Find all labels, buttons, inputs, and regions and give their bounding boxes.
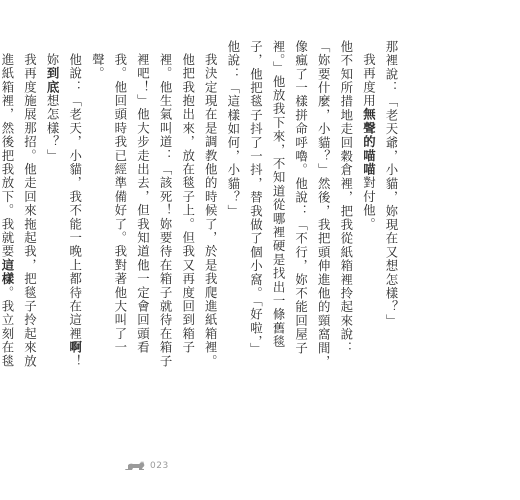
paragraph-text: 我決定現在是調教他的時候了，於是我爬進紙箱裡。他把我抱出來，放在毯子上。但我又再度回到箱子裡。他生氣叫道：「該死！妳要待在箱子就待在箱子裡吧！」他大步走出去，但我知道他一定會回頭看我。他回頭時我已經準備好了。我對著他大叫了一聲。 [90, 53, 219, 369]
paragraph-text: 我再度施展那招。他走回來拖起我，把毯子拎起來放進紙箱裡，然後把我放下。我就要 [0, 53, 38, 369]
paragraph [221, 40, 357, 370]
page-footer [124, 460, 169, 471]
paragraph [41, 40, 86, 370]
emphasized-text: 啊 [67, 340, 83, 355]
paragraph-text: 那裡說：「老天爺，小貓，妳現在又想怎樣？」 [384, 40, 399, 328]
paragraph-text: 他不知所措地走回穀倉裡，把我從紙箱裡拎起來說：「妳要什麼，小貓？」然後，我把頭伸進他的頸窩間，像瘋了一樣拼命呼嚕。他說：「不行，妳不能回屋子裡。」他放我下來，不知道從哪裡硬是找出一條舊毯子，他把毯子抖了一抖，替我做了個小窩。「好啦，」他說：「這樣如何，小貓？」 [225, 40, 354, 369]
paragraph-text: 他說：「老天，小貓，我不能一晚上都待在這裡 [67, 53, 83, 341]
paragraph-text: 。我立刻在毯 [0, 285, 15, 369]
emphasized-text: 到底 [45, 66, 61, 95]
cat-silhouette-icon [124, 460, 146, 471]
vertical-text-body [0, 40, 402, 370]
paragraph [86, 40, 222, 370]
paragraph-text: 我再度用 [361, 53, 377, 108]
paragraph [357, 40, 380, 370]
paragraph [0, 40, 41, 370]
paragraph-text: ！妳 [45, 53, 83, 369]
paragraph [379, 40, 402, 370]
paragraph-text: 想怎樣？」 [45, 94, 61, 163]
paragraph-text: 對付他。 [361, 176, 377, 232]
emphasized-text: 這樣 [0, 258, 15, 286]
page-number: 023 [150, 460, 169, 471]
emphasized-text: 無聲的喵喵 [361, 107, 377, 177]
